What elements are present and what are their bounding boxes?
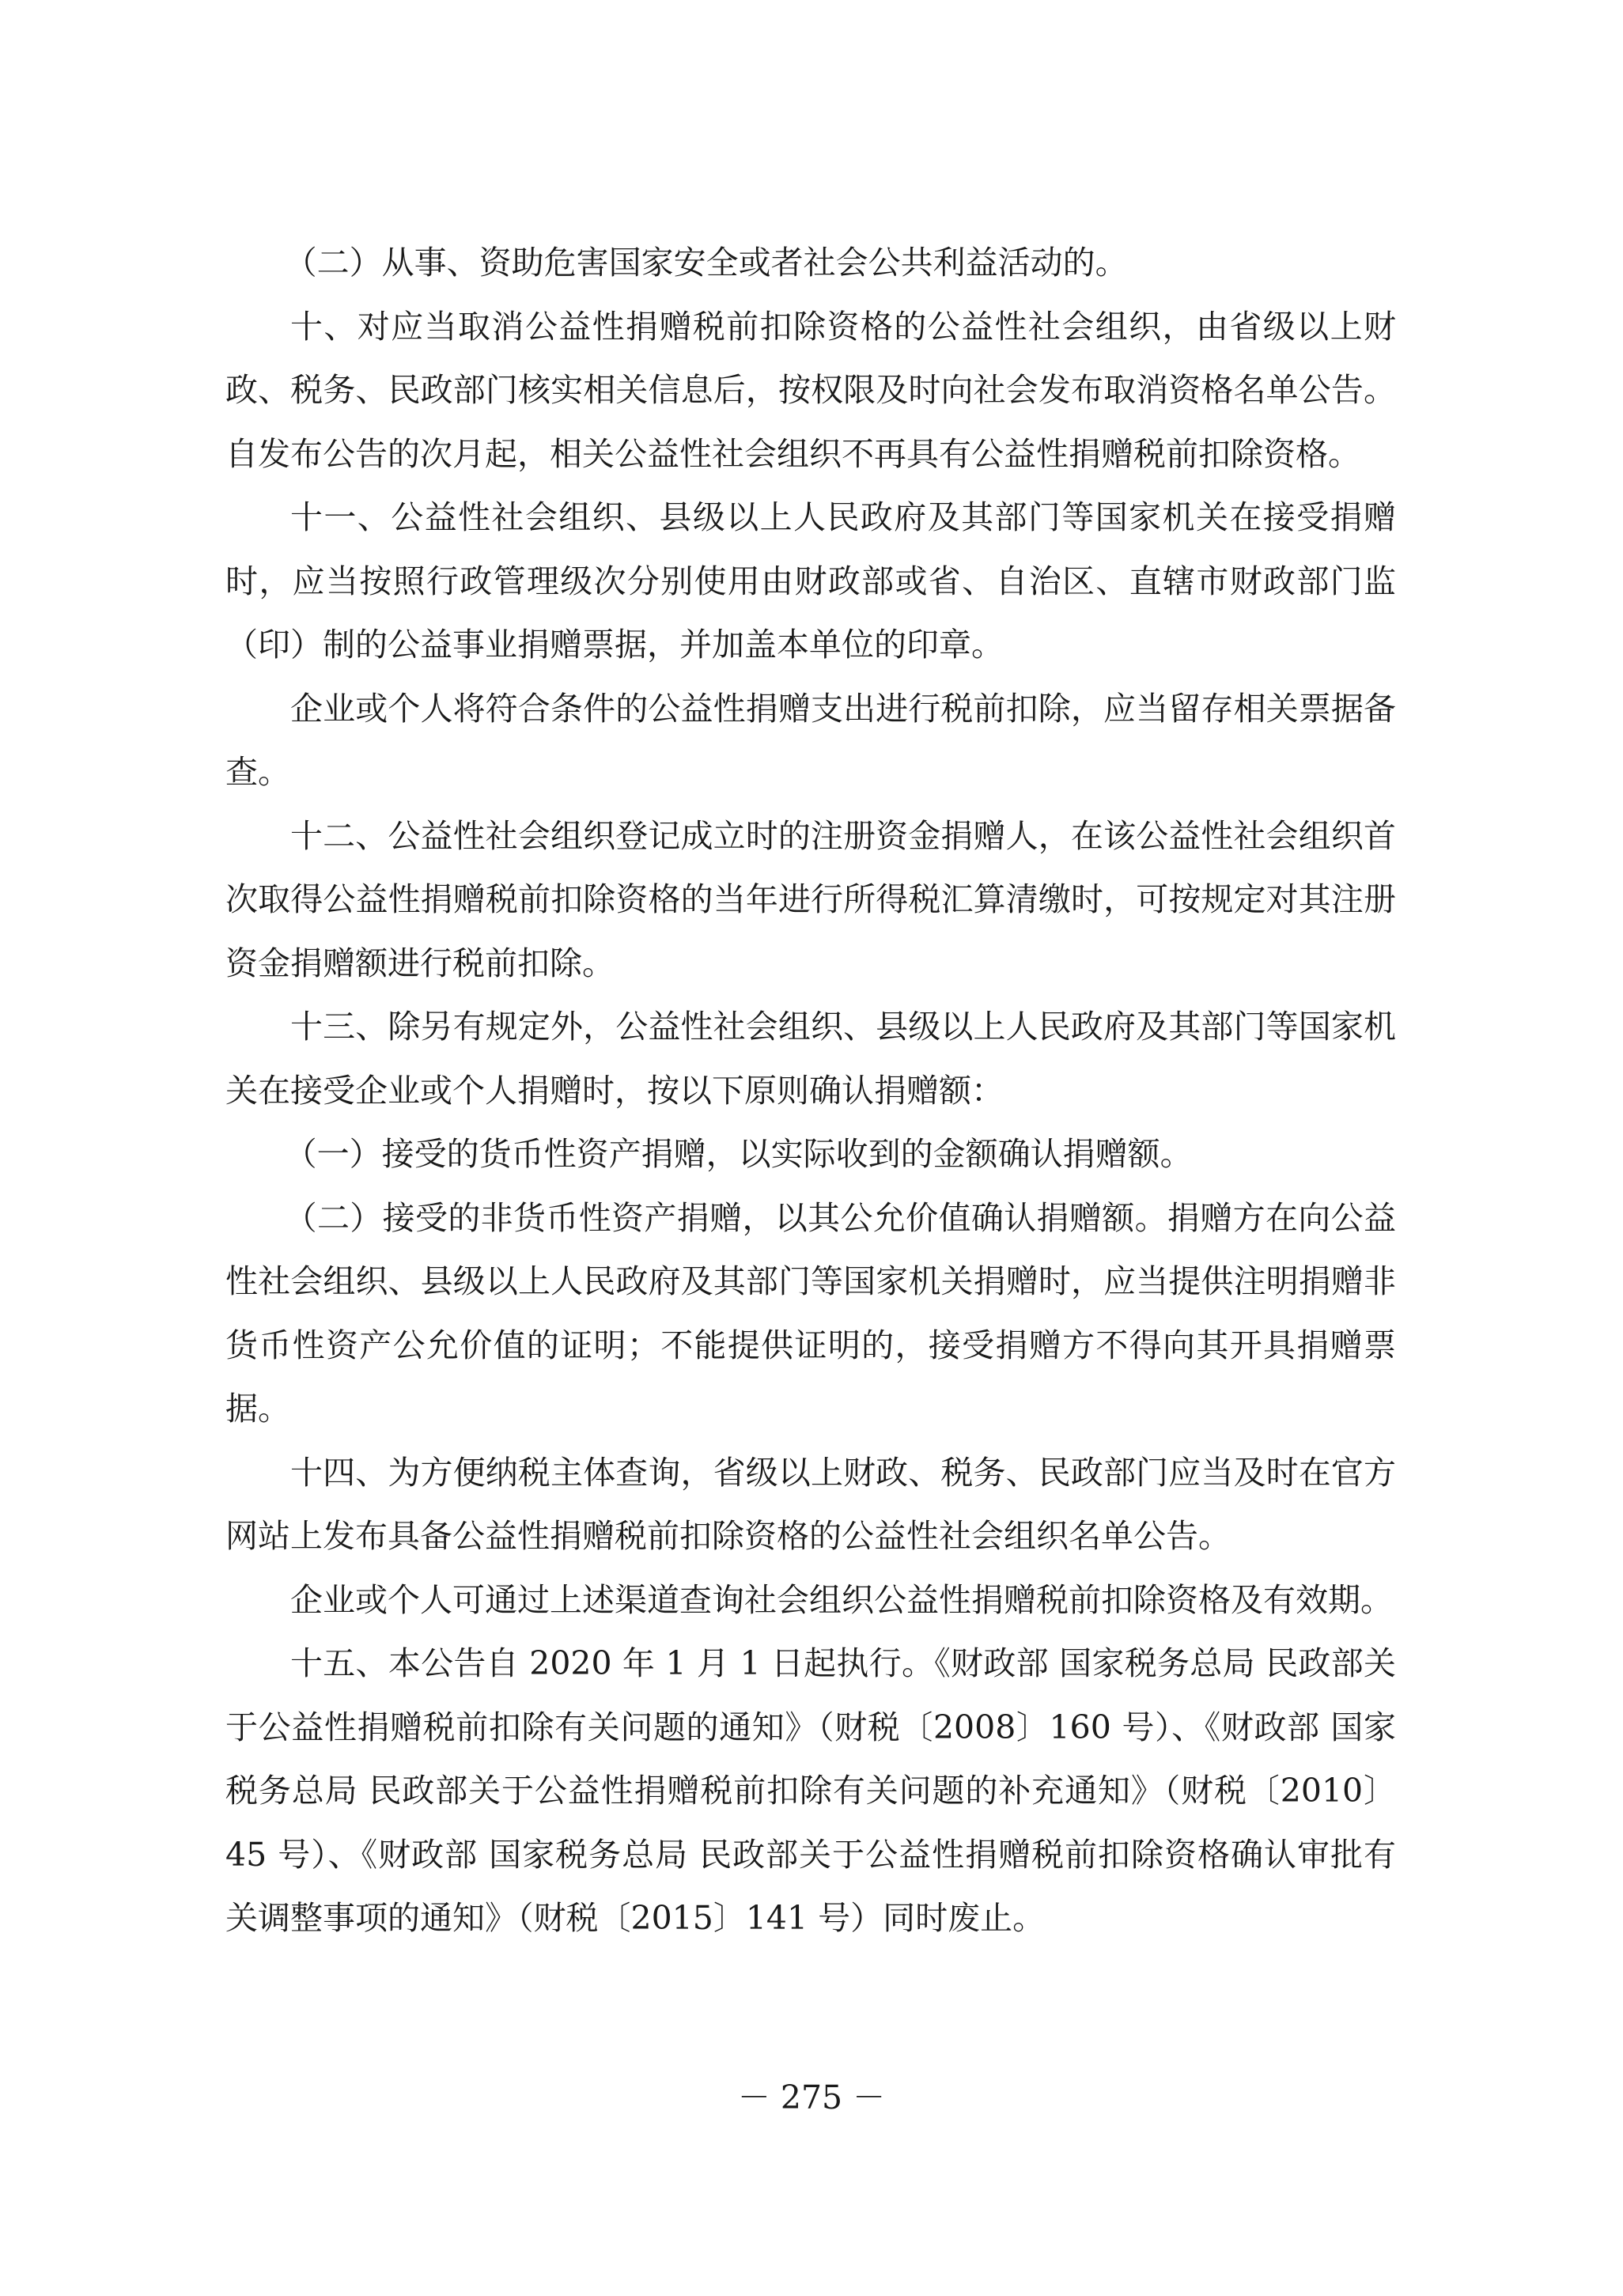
paragraph-article-11-note: 企业或个人将符合条件的公益性捐赠支出进行税前扣除，应当留存相关票据备查。: [225, 689, 1396, 791]
paragraph-article-13-item-2: （二）接受的非货币性资产捐赠，以其公允价值确认捐赠额。捐赠方在向公益性社会组织、县级以上人民政府及其部门等国家机关捐赠时，应当提供注明捐赠非货币性资产公允价值的证明；不能提供证明的，接受捐赠方不得向其开具捐赠票据。: [225, 1198, 1396, 1428]
paragraph-article-10: 十、对应当取消公益性捐赠税前扣除资格的公益性社会组织，由省级以上财政、税务、民政部门核实相关信息后，按权限及时向社会发布取消资格名单公告。自发布公告的次月起，相关公益性社会组织不再具有公益性捐赠税前扣除资格。: [225, 307, 1396, 473]
paragraph-article-12: 十二、公益性社会组织登记成立时的注册资金捐赠人，在该公益性社会组织首次取得公益性捐赠税前扣除资格的当年进行所得税汇算清缴时，可按规定对其注册资金捐赠额进行税前扣除。: [225, 816, 1396, 982]
page-number: － 275 －: [737, 2079, 886, 2116]
paragraph-item-2-end: （二）从事、资助危害国家安全或者社会公共利益活动的。: [284, 244, 1128, 282]
paragraph-article-11: 十一、公益性社会组织、县级以上人民政府及其部门等国家机关在接受捐赠时，应当按照行政管理级次分别使用由财政部或省、自治区、直辖市财政部门监（印）制的公益事业捐赠票据，并加盖本单位的印章。: [225, 498, 1396, 664]
document-body: [225, 231, 1396, 1950]
paragraph-article-13: 十三、除另有规定外，公益性社会组织、县级以上人民政府及其部门等国家机关在接受企业或个人捐赠时，按以下原则确认捐赠额：: [225, 1008, 1396, 1110]
paragraph-article-15: 十五、本公告自 2020 年 1 月 1 日起执行。《财政部 国家税务总局 民政部关于公益性捐赠税前扣除有关问题的通知》（财税〔2008〕160 号）、《财政部 国家税务总局 民政部关于公益性捐赠税前扣除有关问题的补充通知》（财税〔2010〕45 号）、《财政部 国家税务总局 民政部关于公益性捐赠税前扣除资格确认审批有关调整事项的通知》（财税〔2015〕141 号）同时废止。: [225, 1644, 1396, 1937]
paragraph-article-13-item-1: （一）接受的货币性资产捐赠，以实际收到的金额确认捐赠额。: [284, 1135, 1193, 1173]
paragraph-article-14-note: 企业或个人可通过上述渠道查询社会组织公益性捐赠税前扣除资格及有效期。: [290, 1580, 1393, 1619]
paragraph-article-14: 十四、为方便纳税主体查询，省级以上财政、税务、民政部门应当及时在官方网站上发布具备公益性捐赠税前扣除资格的公益性社会组织名单公告。: [225, 1453, 1396, 1555]
